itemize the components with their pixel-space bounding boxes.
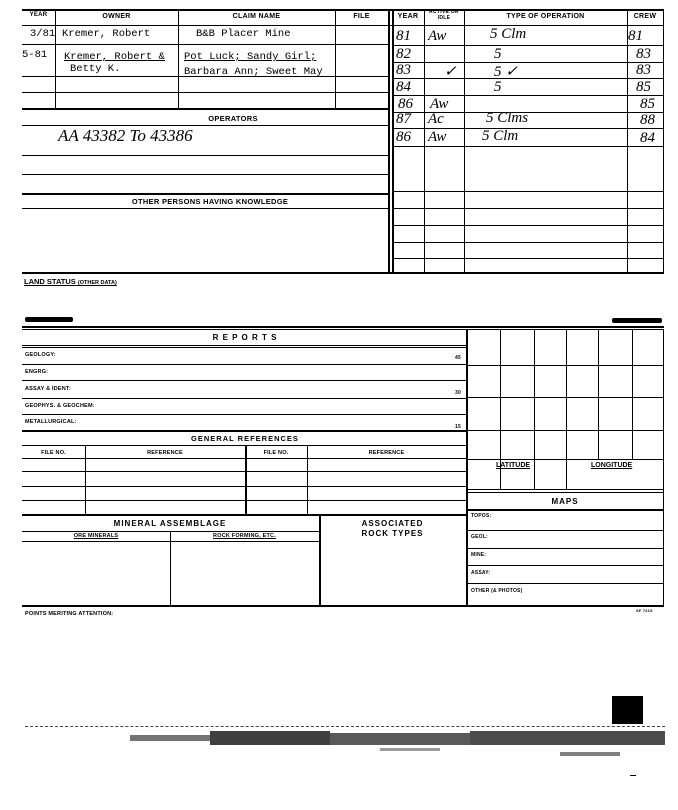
activity-row-6-crew: 88 [640,112,655,128]
binding-mark-right [612,318,662,323]
ref-header-file-no-2: FILE NO. [263,450,289,456]
land-status-text: LAND STATUS [24,277,76,286]
owner-row-1-claim: B&B Placer Mine [196,28,291,40]
activity-row-6-type: 5 Clms [486,110,529,126]
report-engrg-label: ENGRG: [25,369,49,375]
owner-row-1-date: 3/81 [30,28,56,40]
header-crew: CREW [633,13,657,20]
owner-row-1-owner: Kremer, Robert [62,28,151,40]
owner-row-3-claim: Barbara Ann; Sweet May [184,66,323,78]
general-references-title: GENERAL REFERENCES [191,434,299,443]
reports-title: R E P O R T S [212,333,278,342]
rock-types-label: ROCK TYPES [361,529,424,538]
activity-row-4-crew: 85 [636,79,651,95]
ore-minerals-header: ORE MINERALS [73,533,119,539]
report-metallurgical-label: METALLURGICAL: [25,419,77,425]
report-geophys-label: GEOPHYS. & GEOCHEM: [25,403,95,409]
header-year: YEAR [29,12,48,18]
activity-row-3-year: 83 [396,62,411,78]
activity-row-6-year: 87 [396,111,411,127]
activity-row-5-year: 86 [398,96,413,112]
land-status-subtext: (OTHER DATA) [77,280,117,286]
report-assay-label: ASSAY & IDENT: [25,386,71,392]
activity-row-7-status: Aw [428,129,447,145]
land-status-label [24,277,117,286]
owner-row-2-claim: Pot Luck; Sandy Girl; [184,51,317,63]
activity-row-1-crew: 81 [628,28,643,44]
activity-row-7-year: 86 [396,129,411,145]
activity-row-2-type: 5 [494,46,502,62]
header-year-right: YEAR [397,13,419,20]
header-type-of-operation: TYPE OF OPERATION [506,13,585,20]
maps-other-label: OTHER (& PHOTOS) [471,588,523,594]
activity-row-1-type: 5 Clm [490,26,527,42]
header-active-or-idle: ACTIVE OR IDLE [429,9,459,21]
owner-row-2-date: 5-81 [22,49,48,61]
associated-label: ASSOCIATED [361,519,424,528]
rock-forming-header: ROCK FORMING, ETC. [213,533,276,539]
report-geology-num: 45 [455,355,461,361]
owner-row-2-owner: Kremer, Robert & [64,51,165,63]
report-geology-label: GEOLOGY: [25,352,56,358]
activity-row-7-type: 5 Clm [482,128,519,144]
header-file: FILE [353,13,370,20]
maps-title: MAPS [551,497,579,506]
owner-row-3-owner: Betty K. [70,63,121,75]
maps-mine-label: MINE: [471,552,487,558]
header-claim-name: CLAIM NAME [232,13,281,20]
ref-header-reference-1: REFERENCE [147,450,183,456]
maps-geol-label: GEOL: [471,534,488,540]
activity-row-7-crew: 84 [640,130,655,146]
binding-mark-left [25,317,73,322]
activity-row-2-year: 82 [396,46,411,62]
activity-row-1-status: Aw [428,28,447,44]
points-meriting-attention-label: POINTS MERITING ATTENTION: [25,611,114,617]
other-persons-label: OTHER PERSONS HAVING KNOWLEDGE [131,197,289,206]
activity-row-3-status: ✓ [444,64,457,80]
activity-row-2-crew: 83 [636,46,651,62]
report-metallurgical-num: 15 [455,424,461,430]
activity-row-3-crew: 83 [636,62,651,78]
latitude-label: LATITUDE [496,462,531,469]
activity-row-6-status: Ac [428,111,444,127]
activity-row-4-type: 5 [494,79,502,95]
maps-assay-label: ASSAY: [471,570,491,576]
maps-topos-label: TOPOS: [471,513,492,519]
form-code: SF 7215 [636,608,653,613]
header-owner: OWNER [102,13,131,20]
activity-row-3-type: 5 ✓ [494,64,518,80]
report-assay-num: 30 [455,390,461,396]
mineral-assemblage-title: MINERAL ASSEMBLAGE [113,519,227,528]
activity-row-1-year: 81 [396,28,411,44]
ref-header-reference-2: REFERENCE [368,450,405,456]
activity-row-4-year: 84 [396,79,411,95]
operators-label: OPERATORS [208,114,258,123]
ref-header-file-no-1: FILE NO. [41,450,66,456]
activity-row-5-status: Aw [430,96,449,112]
activity-row-5-crew: 85 [640,96,655,112]
longitude-label: LONGITUDE [591,462,633,469]
operators-handwritten: AA 43382 To 43386 [58,126,193,145]
